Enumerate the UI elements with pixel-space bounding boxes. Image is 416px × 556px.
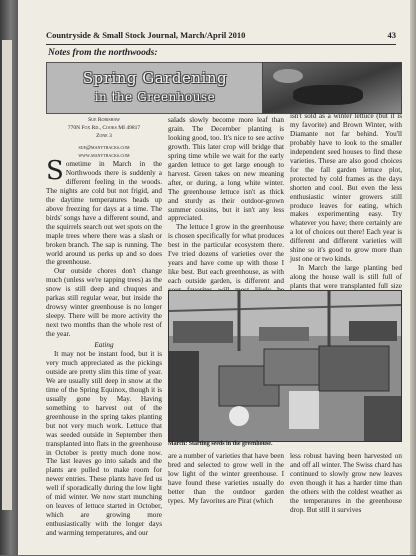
banner-title-line1: Spring Gardening (82, 69, 228, 87)
paragraph: less robust having been harvested on and off all winter. The Swiss chard has continued to slowly grow new leaves even though it has a harder time than the others with the coldest weather as the temperatures in the greenhouse drop. But still it survives (290, 452, 402, 514)
article-column-5 (290, 452, 402, 555)
banner-title-line2: in the Greenhouse (94, 90, 216, 104)
banner-photo (262, 62, 402, 114)
plant-leaf-shape (273, 69, 303, 83)
page-edge (410, 0, 416, 555)
greenhouse-photo (168, 290, 402, 442)
greenhouse-photo-drawing (169, 291, 401, 441)
page-number: 43 (387, 30, 396, 40)
author-address: 770N Fox Rd., Cooks MI 49817 (67, 125, 141, 131)
article-column-2 (168, 116, 284, 286)
paragraph: salads slowly become more leaf than grain. The December planting is looking good, too. It's nice to see active growth. This later crop will bridge that spring time while we wait for the early garden lettuce to get large enough to harvest. Green takes on new meaning after, or during, a long white winter. The greenhouse lettuce isn't as thick and sturdy as their outdoor-grown summer cousins, but it isn't any less appreciated. (168, 116, 284, 223)
author-email: sue@manytracks.com (78, 145, 130, 151)
previous-page-edge (2, 40, 12, 510)
drop-cap: S (46, 156, 64, 186)
paragraph: ometime in March in the Northwoods there is suddenly a different feeling in the woods. The nights are cold but not frigid, and the daytime temperatures heads up above freezing for days at a time. The birds' songs have a different sound, and the squirrels search out wet spots on the maple trees where there was a slash or broken branch. The sap is running. The world around us perks up and so does the greenhouse. (46, 160, 162, 267)
paragraph: It may not be instant food, but it is very much appreciated as the pickings outside are pretty slim this time of year. We are usually still deep in snow at the time of the Spring Equinox, though it is usually gone by May. Having something to harvest out of the greenhouse in the spring takes planting but not very much work. Lettuce that was seeded outside in September then transplanted into flats in the greenhouse in October is pretty much done now. The last leaves go into salads and the plants are pulled to make room for newer entries. These plants have fed us well if sporadically during the low light of mid winter. We now start munching on leaves of lettuce started in October, which are growing more enthusiastically with the longer days and warming temperatures, and our (46, 350, 162, 538)
photo-caption: March: Starting seeds in the greenhouse. (168, 441, 273, 447)
author-byline (46, 116, 162, 160)
header-rule (46, 44, 396, 45)
paragraph: are a number of varieties that have been bred and selected to grow well in the low light of the winter greenhouse. I have found these varieties usually do better than the outdoor garden types. My favorites are Pirat (which (168, 452, 284, 505)
article-column-4 (168, 452, 284, 555)
paragraph: The lettuce I grow in the greenhouse is chosen specifically for what produces best in the particular ecosystem there. I've tried dozens of varieties over the years and have come up with those I like best. But each greenhouse, as with each outside garden, is different and (168, 223, 284, 286)
author-name: Sue Robishaw (88, 117, 120, 123)
subheading: Eating (94, 341, 114, 350)
author-website: www.manytracks.com (78, 153, 130, 159)
magazine-spine (0, 0, 18, 555)
paragraph: In March the large planting bed along the house wall is still full of plants that were transplanted full size (290, 264, 402, 291)
magazine-page (18, 0, 416, 555)
section-title: Notes from the northwoods: (48, 48, 158, 58)
publication-title: Countryside & Small Stock Journal, March/April 2010 (46, 30, 246, 40)
title-banner (46, 62, 264, 114)
paragraph: isn't sold as a winter lettuce (but it is my favorite) and Brown Winter, with Diamante not far behind. You'll probably have to look to the smaller independent seed houses to find these varieties. These are also good choices for the fall garden lettuce plot, protected by cold frames as the days shorten and cool. But even the less enthusiastic winter growers still produce leaves for eating, which makes experimenting easy. Try whatever you have; there certainly are a lot of choices out there! Each year is different and different varieties will shine so it's good to grow more than just one or two kinds. (290, 112, 402, 264)
cat-shape (293, 85, 363, 105)
author-zone: Zone 3 (96, 133, 112, 139)
running-header (46, 30, 396, 42)
paragraph: Our outside chores don't change much (unless we're tapping trees) as the snow is still deep and chuques and parkas still regular wear, but inside the drowsy winter greenhouse is no longer sleepy. There will be more activity the next two months than the whole rest of the year. (46, 267, 162, 339)
article-column-3 (290, 112, 402, 291)
